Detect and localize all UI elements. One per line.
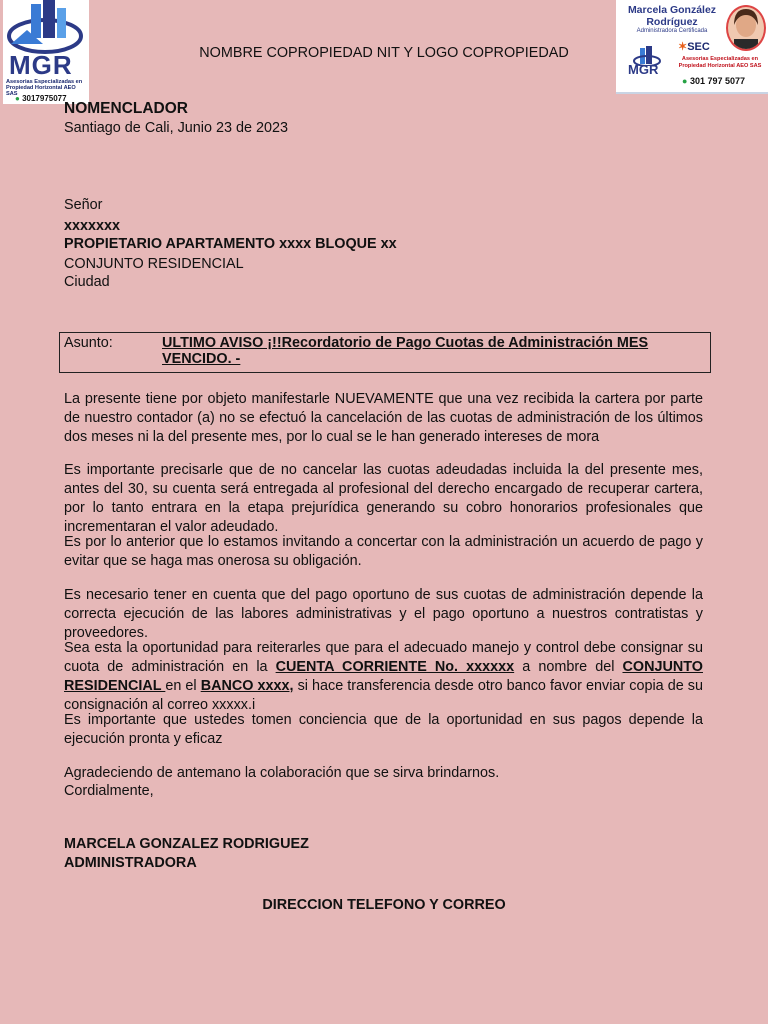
sec-star-icon: ✶ (678, 41, 688, 53)
subject-label: Asunto: (64, 335, 113, 351)
signer-name: MARCELA GONZALEZ RODRIGUEZ (64, 836, 309, 852)
logo-phone-number: 3017975077 (22, 94, 67, 103)
closing-regards: Cordialmente, (64, 783, 154, 799)
logo-phone-small (682, 76, 745, 86)
p5-text-1: Sea esta la oportunidad para reiterarles que para el adecuado manejo y control debe consignar su cuota de administración en la (64, 640, 703, 675)
paragraph-2: Es importante precisarle que de no cancelar las cuotas adeudadas incluida la del presente mes, antes del 30, su cuenta será entregada al profesional del derecho encargado de recuperar cartera, por lo tanto entrara en la etapa prejurídica generando su cobro honorarios profesionales que incrementaran el valor adeudado. (64, 462, 703, 535)
whatsapp-icon: ● (682, 76, 688, 86)
recipient-city: Ciudad (64, 274, 110, 290)
header-title: NOMBRE COPROPIEDAD NIT Y LOGO COPROPIEDAD (199, 45, 569, 61)
bank-name: BANCO xxxx, (200, 678, 294, 694)
place-date: Santiago de Cali, Junio 23 de 2023 (64, 120, 289, 136)
subject-text: ULTIMO AVISO ¡!!Recordatorio de Pago Cuotas de Administración MES VENCIDO. - (162, 335, 649, 367)
recipient-name: xxxxxxx (64, 218, 121, 234)
salutation: Señor (64, 197, 103, 213)
logo-tagline: Asesorias Especializadas en Propiedad Horizontal AEO SAS (6, 79, 83, 97)
complex-name: CONJUNTO RESIDENCIAL (64, 659, 703, 694)
paragraph-6: Es importante que ustedes tomen conciencia que de la oportunidad en sus pagos depende la ejecución pronta y eficaz (64, 712, 703, 747)
admin-certification: Administradora Certificada (636, 28, 708, 34)
nomenclador: NOMENCLADOR (64, 100, 188, 117)
logo-brand: MGR (9, 50, 73, 80)
paragraph-1: La presente tiene por objeto manifestarle NUEVAMENTE que una vez recibida la cartera por parte de nuestro contador (a) no se efectuó la cancelación de las cuotas de administración de los últimos dos meses ni la del presente mes, por lo cual se le han generado intereses de mora (64, 391, 703, 445)
paragraph-3: Es por lo anterior que lo estamos invitando a concertar con la administración un acuerdo de pago y evitar que se haga mas onerosa su obligación. (64, 534, 703, 569)
subject-box (59, 332, 711, 373)
logo-phone-number: 301 797 5077 (689, 76, 746, 86)
logo-tagline-small: Asesorias Especializadas en Propiedad Horizontal AEO SAS (678, 56, 762, 69)
p5-text-2: a nombre del (514, 659, 623, 675)
recipient-complex: CONJUNTO RESIDENCIAL (64, 256, 244, 272)
p5-text-4: si hace transferencia desde otro banco favor enviar copia de su consignación al correo xxxxx.i (64, 678, 703, 713)
portrait-icon (728, 7, 764, 49)
whatsapp-icon: ● (15, 94, 20, 103)
closing-thanks: Agradeciendo de antemano la colaboración que se sirva brindarnos. (64, 765, 500, 781)
paragraph-4: Es necesario tener en cuenta que del pago oportuno de sus cuotas de administración depende la correcta ejecución de las labores administrativas y el pago oportuno a nuestros contratistas y proveedores. (64, 587, 703, 641)
recipient-unit: PROPIETARIO APARTAMENTO xxxx BLOQUE xx (64, 236, 397, 252)
footer-contact: DIRECCION TELEFONO Y CORREO (262, 897, 506, 913)
logo-phone (15, 94, 67, 103)
paragraph-5 (64, 639, 703, 715)
admin-name: Marcela González Rodríguez (627, 4, 717, 28)
sec-label: SEC (687, 41, 710, 53)
account-number: CUENTA CORRIENTE No. xxxxxx (275, 659, 515, 675)
p5-text-3: en el (165, 678, 201, 694)
signer-role: ADMINISTRADORA (64, 855, 197, 871)
logo-brand-small: MGR (628, 62, 659, 77)
